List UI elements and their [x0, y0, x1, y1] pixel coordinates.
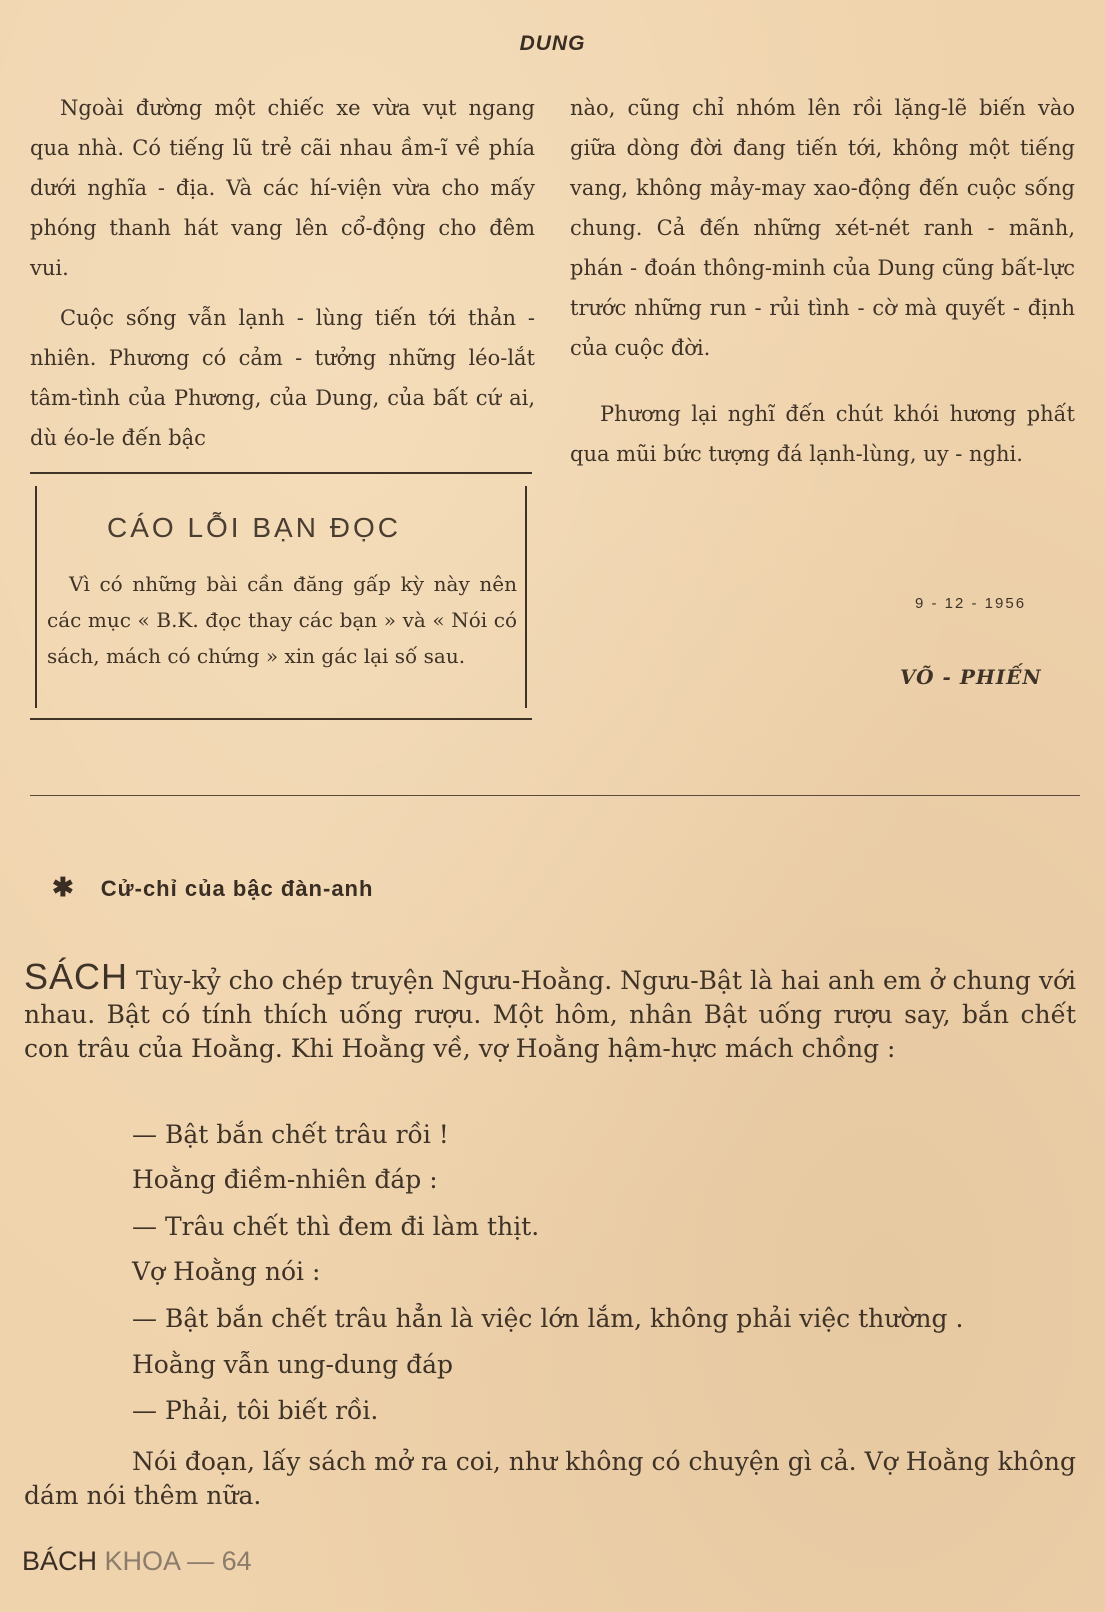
dialog-line-6: Hoằng vẫn ung-dung đáp — [132, 1350, 454, 1379]
right-paragraph-2: Phương lại nghĩ đến chút khói hương phất qua mũi bức tượng đá lạnh-lùng, uy - nghi. — [570, 402, 1075, 466]
dialog-line-7: — Phải, tôi biết rồi. — [132, 1396, 379, 1425]
dialog-line-2: Hoằng điềm-nhiên đáp : — [132, 1165, 438, 1194]
story-dropcap: SÁCH — [24, 956, 129, 997]
left-paragraph-2: Cuộc sống vẫn lạnh - lùng tiến tới thản - nhiên. Phương có cảm - tưởng những léo-lắt tâm-tình của Phương, của Dung, của bất cứ ai, dù éo-le đến bậc — [30, 306, 535, 450]
story-author: VÕ - PHIẾN — [900, 665, 1042, 689]
right-column — [570, 88, 1075, 474]
footer-separator: — — [187, 1546, 215, 1576]
right-paragraph-1: nào, cũng chỉ nhóm lên rồi lặng-lẽ biến vào giữa dòng đời đang tiến tới, không một tiếng vang, không mảy-may xao-động đến cuộc sống chung. Cả đến những xét-nét ranh - mãnh, phán - đoán thông-minh của Dung cũng bất-lực trước những run - rủi tình - cờ mà quyết - định của cuộc đời. — [570, 96, 1075, 360]
story-date: 9 - 12 - 1956 — [915, 595, 1027, 612]
story-intro — [24, 956, 1076, 1066]
left-paragraph-1: Ngoài đường một chiếc xe vừa vụt ngang qua nhà. Có tiếng lũ trẻ cãi nhau ầm-ĩ về phía dưới nghĩa - địa. Và các hí-viện vừa cho mấy phóng thanh hát vang lên cổ-động cho đêm vui. — [30, 96, 535, 280]
left-column — [30, 88, 535, 458]
dialog-line-1: — Bật bắn chết trâu rồi ! — [132, 1120, 449, 1149]
dialog-line-5: — Bật bắn chết trâu hẳn là việc lớn lắm, không phải việc thường . — [132, 1304, 964, 1333]
notice-frame — [35, 486, 527, 708]
page-number: 64 — [221, 1546, 252, 1576]
magazine-name: BÁCH — [22, 1546, 98, 1576]
notice-body: Vì có những bài cần đăng gấp kỳ này nên các mục « B.K. đọc thay các bạn » và « Nói có sách, mách có chứng » xin gác lại số sau. — [47, 572, 517, 668]
dialog-line-3: — Trâu chết thì đem đi làm thịt. — [132, 1212, 540, 1241]
story-intro-text: Tùy-kỷ cho chép truyện Ngưu-Hoằng. Ngưu-Bật là hai anh em ở chung với nhau. Bật có tính thích uống rượu. Một hôm, nhân Bật uống rượu say, bắn chết con trâu của Hoằng. Khi Hoằng về, vợ Hoằng hậm-hực mách chồng : — [24, 966, 1076, 1063]
star-icon: ✱ — [52, 872, 75, 902]
magazine-name-faded: KHOA — [104, 1546, 180, 1576]
notice-box — [30, 472, 532, 720]
section-heading — [52, 872, 373, 903]
dialog-line-4: Vợ Hoằng nói : — [132, 1257, 321, 1286]
running-head: DUNG — [519, 32, 586, 55]
notice-title: CÁO LỖI BẠN ĐỌC — [107, 512, 401, 543]
section-divider — [30, 795, 1080, 796]
page-footer — [22, 1546, 252, 1577]
story-ending: Nói đoạn, lấy sách mở ra coi, như không có chuyện gì cả. Vợ Hoằng không dám nói thêm nữa. — [24, 1447, 1076, 1510]
section-title: Cử-chỉ của bậc đàn-anh — [100, 876, 374, 901]
